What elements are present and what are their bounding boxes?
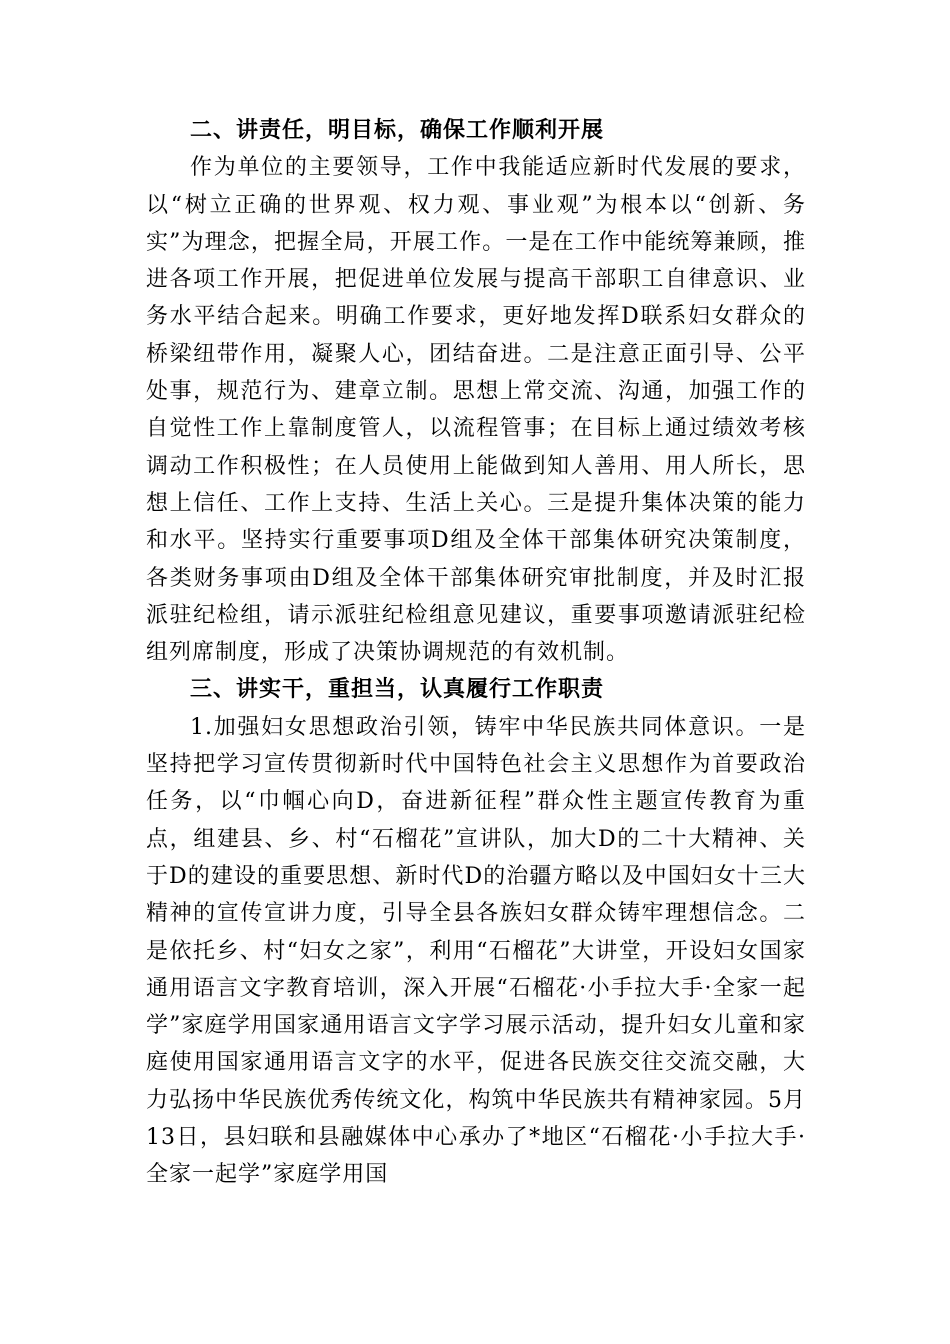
section-paragraph-2: 作为单位的主要领导，工作中我能适应新时代发展的要求，以“树立正确的世界观、权力观、事业观”为根本以“创新、务实”为理念，把握全局，开展工作。一是在工作中能统筹兼顾，推进各项工作开展，把促进单位发展与提高干部职工自律意识、业务水平结合起来。明确工作要求，更好地发挥D联系妇女群众的桥梁纽带作用，凝聚人心，团结奋进。二是注意正面引导、公平处事，规范行为、建章立制。思想上常交流、沟通，加强工作的自觉性工作上靠制度管人，以流程管事；在目标上通过绩效考核调动工作积极性；在人员使用上能做到知人善用、用人所长，思想上信任、工作上支持、生活上关心。三是提升集体决策的能力和水平。坚持实行重要事项D组及全体干部集体研究决策制度，各类财务事项由D组及全体干部集体研究审批制度，并及时汇报派驻纪检组，请示派驻纪检组意见建议，重要事项邀请派驻纪检组列席制度，形成了决策协调规范的有效机制。 [146,155,806,666]
section-heading-2: 二、讲责任，明目标，确保工作顺利开展 [190,118,605,143]
section-heading-3: 三、讲实干，重担当，认真履行工作职责 [190,677,605,703]
document-body [146,112,806,1194]
section-paragraph-3: 1.加强妇女思想政治引领，铸牢中华民族共同体意识。一是坚持把学习宣传贯彻新时代中国特色社会主义思想作为首要政治任务，以“巾帼心向D，奋进新征程”群众性主题宣传教育为重点，组建县、乡、村“石榴花”宣讲队，加大D的二十大精神、关于D的建设的重要思想、新时代D的治疆方略以及中国妇女十三大精神的宣传宣讲力度，引导全县各族妇女群众铸牢理想信念。二是依托乡、村“妇女之家”，利用“石榴花”大讲堂，开设妇女国家通用语言文字教育培训，深入开展“石榴花·小手拉大手·全家一起学”家庭学用国家通用语言文字学习展示活动，提升妇女儿童和家庭使用国家通用语言文字的水平，促进各民族交往交流交融，大力弘扬中华民族优秀传统文化，构筑中华民族共有精神家园。5月13日，县妇联和县融媒体中心承办了*地区“石榴花·小手拉大手·全家一起学”家庭学用国 [146,714,806,1188]
